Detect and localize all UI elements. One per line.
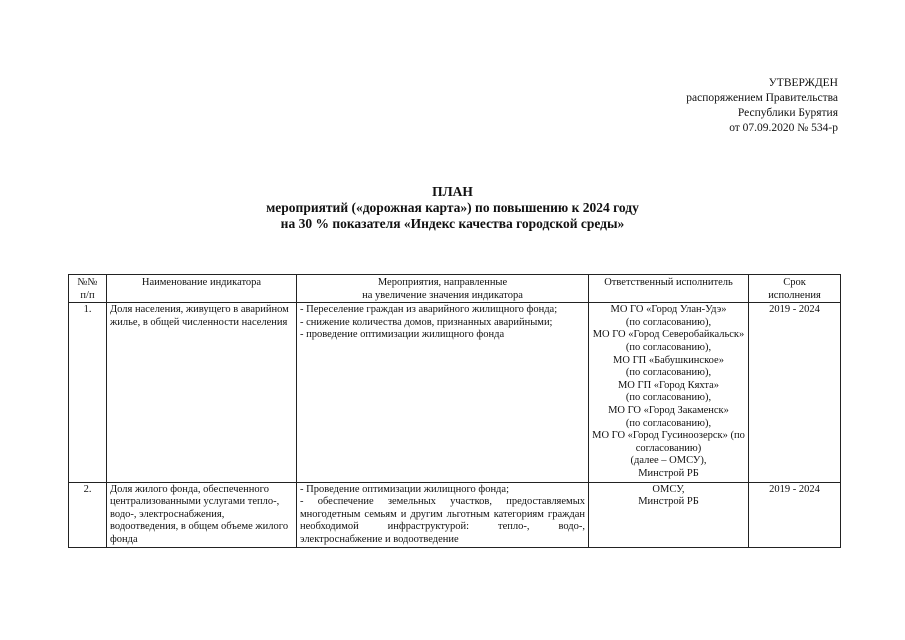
document-title (0, 184, 905, 232)
table-row (69, 482, 841, 548)
measure-item: - Переселение граждан из аварийного жилищного фонда; (300, 304, 558, 316)
title-line-2: мероприятий («дорожная карта») по повышению к 2024 году (266, 200, 639, 215)
row-term: 2019 - 2024 (749, 303, 841, 482)
plan-table (68, 274, 841, 548)
measure-item: - проведение оптимизации жилищного фонда (300, 329, 505, 341)
row-indicator: Доля населения, живущего в аварийном жилье, в общей численности населения (107, 303, 297, 482)
row-num: 1. (69, 303, 107, 482)
title-line-1: ПЛАН (432, 184, 473, 199)
table-row (69, 303, 841, 482)
row-indicator: Доля жилого фонда, обеспеченного централизованными услугами тепло-, водо-, электроснабжения, водоотведения, в общем объеме жилого фонда (107, 482, 297, 548)
row-measures (297, 482, 589, 548)
header-term: Срок исполнения (749, 275, 841, 303)
row-responsible: МО ГО «Город Улан-Удэ» (по согласованию), МО ГО «Город Северобайкальск» (по согласованию), МО ГП «Бабушкинское» (по согласованию), МО ГП «Город Кяхта» (по согласованию), МО ГО «Город Закаменск» (по согласованию), МО ГО «Город Гусиноозерск» (по согласованию) (далее – ОМСУ), Минстрой РБ (589, 303, 749, 482)
row-num: 2. (69, 482, 107, 548)
approval-date-number: от 07.09.2020 № 534-р (729, 122, 838, 134)
approval-stamp (578, 76, 838, 136)
title-line-3: на 30 % показателя «Индекс качества городской среды» (280, 216, 625, 231)
approval-issuer: распоряжением Правительства (686, 92, 838, 104)
header-indicator: Наименование индикатора (107, 275, 297, 303)
header-num: №№ п/п (69, 275, 107, 303)
measure-item: - обеспечение земельных участков, предоставляемых многодетным семьям и другим льготным категориям граждан необходимой инфраструктурой: тепло-, водо-, электроснабжение и водоотведение (300, 496, 585, 545)
measure-item: - Проведение оптимизации жилищного фонда; (300, 483, 509, 495)
table-header-row (69, 275, 841, 303)
row-measures (297, 303, 589, 482)
header-responsible: Ответственный исполнитель (589, 275, 749, 303)
approval-heading: УТВЕРЖДЕН (768, 77, 838, 89)
row-term: 2019 - 2024 (749, 482, 841, 548)
approval-region: Республики Бурятия (737, 107, 838, 119)
measure-item: - снижение количества домов, признанных аварийными; (300, 316, 553, 328)
header-measures: Мероприятия, направленные на увеличение значения индикатора (297, 275, 589, 303)
row-responsible: ОМСУ, Минстрой РБ (589, 482, 749, 548)
